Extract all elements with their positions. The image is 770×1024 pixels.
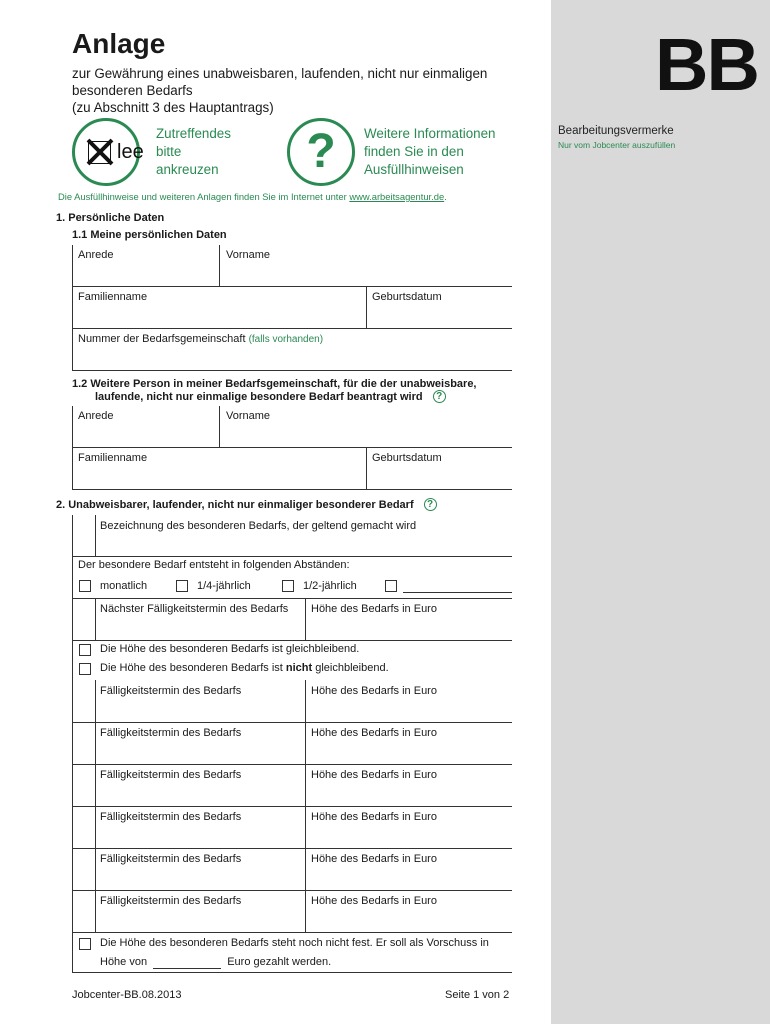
quarterly-label: 1/4-jährlich: [197, 580, 251, 592]
quarterly-checkbox[interactable]: [176, 580, 188, 592]
section-2-heading: 2. Unabweisbarer, laufender, nicht nur einmaliger besonderer Bedarf ?: [56, 498, 437, 511]
geburtsdatum-field[interactable]: Geburtsdatum: [372, 291, 442, 303]
question-mark-icon: ?: [287, 118, 355, 186]
half-yearly-checkbox[interactable]: [282, 580, 294, 592]
termin-date-field[interactable]: Fälligkeitstermin des Bedarfs: [100, 811, 242, 823]
info-hint-text: Weitere Informationen finden Sie in den Ausfüllhinweisen: [364, 126, 496, 177]
half-yearly-label: 1/2-jährlich: [303, 580, 357, 592]
termin-date-field[interactable]: Fälligkeitstermin des Bedarfs: [100, 895, 242, 907]
bg-number-field[interactable]: Nummer der Bedarfsgemeinschaft (falls vorhanden): [78, 333, 324, 345]
vorschuss-amount-input[interactable]: [153, 956, 221, 969]
intervals-label: Der besondere Bedarf entsteht in folgenden Abständen:: [78, 559, 350, 571]
section-1-1-heading: 1.1 Meine persönlichen Daten: [72, 229, 227, 241]
website-link[interactable]: www.arbeitsagentur.de: [349, 191, 445, 202]
form-code: BB: [655, 23, 758, 106]
form-id: Jobcenter-BB.08.2013: [72, 989, 182, 1001]
bezeichnung-field[interactable]: Bezeichnung des besonderen Bedarfs, der geltend gemacht wird: [100, 520, 417, 532]
internet-note: Die Ausfüllhinweise und weiteren Anlagen finden Sie im Internet unter www.arbeitsagentur.de.: [58, 191, 447, 202]
termin-date-field[interactable]: Fälligkeitstermin des Bedarfs: [100, 727, 242, 739]
section-1-2-heading: 1.2 Weitere Person in meiner Bedarfsgemeinschaft, für die der unabweisbare, laufende, nicht nur einmalige besondere Bedarf beantragt wird ?: [72, 378, 477, 403]
page-number: Seite 1 von 2: [445, 989, 510, 1001]
termin-date-field[interactable]: Fälligkeitstermin des Bedarfs: [100, 853, 242, 865]
section-1-heading: 1. Persönliche Daten: [56, 212, 165, 224]
help-icon[interactable]: ?: [433, 390, 446, 403]
cross-icon: [85, 137, 115, 167]
termin-amount-field[interactable]: Höhe des Bedarfs in Euro: [311, 685, 437, 697]
termin-amount-field[interactable]: Höhe des Bedarfs in Euro: [311, 769, 437, 781]
familienname-field[interactable]: Familienname: [78, 291, 148, 303]
anrede-field[interactable]: Anrede: [78, 249, 114, 261]
checkbox-hint-icon: [72, 118, 144, 186]
gleichbleibend-checkbox[interactable]: [79, 644, 91, 656]
termin-date-field[interactable]: Fälligkeitstermin des Bedarfs: [100, 685, 242, 697]
anrede-field-2[interactable]: Anrede: [78, 410, 114, 422]
naechster-termin-field[interactable]: Nächster Fälligkeitstermin des Bedarfs: [100, 603, 289, 615]
termin-date-field[interactable]: Fälligkeitstermin des Bedarfs: [100, 769, 242, 781]
sidebar-subtitle: Nur vom Jobcenter auszufüllen: [558, 140, 676, 150]
vorschuss-checkbox[interactable]: [79, 938, 91, 950]
sidebar-title: Bearbeitungsvermerke: [558, 125, 674, 137]
termin-amount-field[interactable]: Höhe des Bedarfs in Euro: [311, 727, 437, 739]
monatlich-label: monatlich: [100, 580, 148, 592]
page-title: Anlage: [72, 28, 166, 59]
gleichbleibend-label: Die Höhe des besonderen Bedarfs ist gleichbleibend.: [100, 643, 360, 655]
nicht-gleichbleibend-label: Die Höhe des besonderen Bedarfs ist nicht gleichbleibend.: [100, 662, 389, 674]
vorname-field[interactable]: Vorname: [226, 249, 271, 261]
help-icon-2[interactable]: ?: [424, 498, 437, 511]
checkbox-hint-text: Zutreffendes bitte ankreuzen: [156, 126, 231, 177]
processing-sidebar: [551, 0, 770, 1024]
page-subtitle: zur Gewährung eines unabweisbaren, laufenden, nicht nur einmaligen besonderen Bedarfs (zu Abschnitt 3 des Hauptantrags): [72, 66, 488, 115]
geburtsdatum-field-2[interactable]: Geburtsdatum: [372, 452, 442, 464]
hoehe-field[interactable]: Höhe des Bedarfs in Euro: [311, 603, 437, 615]
termin-amount-field[interactable]: Höhe des Bedarfs in Euro: [311, 895, 437, 907]
nicht-gleichbleibend-checkbox[interactable]: [79, 663, 91, 675]
monatlich-checkbox[interactable]: [79, 580, 91, 592]
termin-amount-field[interactable]: Höhe des Bedarfs in Euro: [311, 811, 437, 823]
vorname-field-2[interactable]: Vorname: [226, 410, 271, 422]
familienname-field-2[interactable]: Familienname: [78, 452, 148, 464]
vorschuss-text: Die Höhe des besonderen Bedarfs steht noch nicht fest. Er soll als Vorschuss in: [100, 937, 489, 949]
example-text: lee: [117, 141, 144, 163]
other-interval-input[interactable]: [403, 592, 512, 593]
termin-amount-field[interactable]: Höhe des Bedarfs in Euro: [311, 853, 437, 865]
other-interval-checkbox[interactable]: [385, 580, 397, 592]
vorschuss-amount-line: Höhe von Euro gezahlt werden.: [100, 956, 332, 968]
